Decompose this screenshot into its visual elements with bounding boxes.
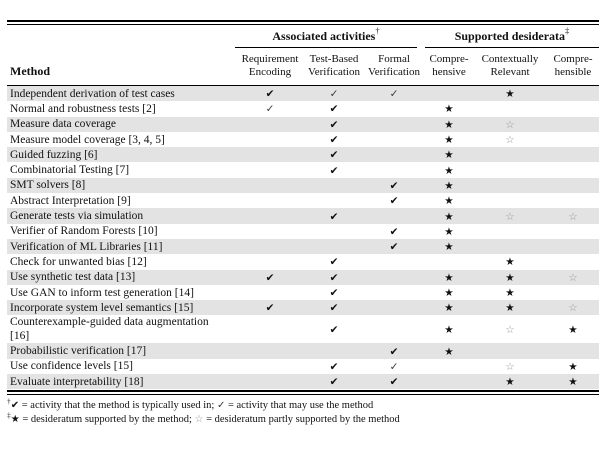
method-name: Use GAN to inform test generation [14] [10, 286, 194, 299]
formal-verification-cell [363, 178, 425, 193]
comprehensive-cell [425, 163, 473, 178]
method-name: Verifier of Random Forests [10] [10, 225, 158, 238]
column-header-test-based-verification [305, 53, 363, 79]
strong-check-icon: ✔ [389, 241, 399, 254]
table-row [7, 359, 599, 374]
test-based-verification-cell [305, 86, 363, 101]
strong-check-icon: ✔ [329, 118, 339, 131]
comprehensive-cell [425, 322, 473, 337]
strong-check-icon: ✔ [329, 376, 339, 389]
filled-star-icon: ★ [444, 271, 454, 284]
test-based-verification-cell [305, 359, 363, 374]
formal-verification-cell [363, 359, 425, 374]
footnote-symbol: † [7, 396, 11, 406]
contextually-relevant-cell [473, 270, 547, 285]
open-star-icon: ☆ [568, 302, 578, 315]
column-header-line: Formal [378, 53, 410, 65]
comprehensive-cell [425, 300, 473, 315]
open-star-icon: ☆ [505, 134, 515, 147]
column-header-line: Test-Based [309, 53, 359, 65]
strong-check-icon: ✔ [329, 271, 339, 284]
method-name: Probabilistic verification [17] [10, 345, 147, 358]
comprehensive-cell [425, 209, 473, 224]
contextually-relevant-cell [473, 209, 547, 224]
table-row [7, 315, 599, 343]
light-check-icon: ✓ [389, 88, 399, 101]
strong-check-icon: ✔ [389, 345, 399, 358]
footnote-text: = desideratum supported by the method; [19, 414, 195, 426]
method-name: Combinatorial Testing [7] [10, 164, 130, 177]
filled-star-icon: ★ [505, 302, 515, 315]
test-based-verification-cell [305, 163, 363, 178]
filled-star-icon: ★ [505, 376, 515, 389]
method-name: Measure data coverage [10, 118, 116, 131]
table-row [7, 86, 599, 101]
filled-star-icon: ★ [444, 225, 454, 238]
method-name: Abstract Interpretation [9] [10, 194, 131, 207]
comprehensive-cell [425, 270, 473, 285]
contextually-relevant-cell [473, 374, 547, 389]
comprehensive-cell [425, 239, 473, 254]
test-based-verification-cell [305, 322, 363, 337]
table-row [7, 239, 599, 254]
filled-star-icon: ★ [505, 271, 515, 284]
filled-star-icon: ★ [444, 323, 454, 336]
filled-star-icon: ★ [444, 241, 454, 254]
contextually-relevant-cell [473, 117, 547, 132]
table-row [7, 193, 599, 208]
method-name: Normal and robustness tests [2] [10, 102, 156, 115]
filled-star-icon: ★ [444, 149, 454, 162]
table-bottom-rule [7, 390, 599, 395]
formal-verification-cell [363, 239, 425, 254]
strong-check-icon: ✔ [265, 271, 275, 284]
filled-star-icon: ★ [444, 164, 454, 177]
methods-table [7, 20, 599, 427]
test-based-verification-cell [305, 254, 363, 269]
contextually-relevant-cell [473, 322, 547, 337]
comprehensive-cell [425, 101, 473, 116]
table-row [7, 132, 599, 147]
column-header-line: hensive [432, 66, 466, 78]
formal-verification-cell [363, 344, 425, 359]
comprehensible-cell [547, 374, 599, 389]
light-check-icon: ✓ [329, 88, 339, 101]
requirement-encoding-cell [235, 300, 305, 315]
column-header-line: Compre- [553, 53, 593, 65]
open-star-icon: ☆ [505, 210, 515, 223]
contextually-relevant-cell [473, 359, 547, 374]
table-row [7, 147, 599, 162]
contextually-relevant-cell [473, 300, 547, 315]
method-name: Verification of ML Libraries [11] [10, 240, 163, 253]
group-header-row [7, 26, 599, 48]
double-dagger-marker: ‡ [565, 25, 570, 36]
table-row [7, 224, 599, 239]
comprehensive-cell [425, 193, 473, 208]
test-based-verification-cell [305, 285, 363, 300]
comprehensive-cell [425, 178, 473, 193]
footnote-symbol: ✔ [10, 400, 20, 412]
group-header-supported-desiderata [425, 27, 599, 48]
table-row [7, 254, 599, 269]
open-star-icon: ☆ [505, 323, 515, 336]
column-header-line: Requirement [241, 53, 299, 65]
table-row [7, 270, 599, 285]
column-header-line: Verification [308, 66, 360, 78]
table-row [7, 343, 599, 358]
comprehensive-cell [425, 285, 473, 300]
table-row [7, 101, 599, 116]
strong-check-icon: ✔ [329, 164, 339, 177]
comprehensible-cell [547, 359, 599, 374]
dagger-marker: † [375, 25, 380, 36]
table-row [7, 374, 599, 389]
filled-star-icon: ★ [444, 302, 454, 315]
method-name: Check for unwanted bias [12] [10, 255, 147, 268]
open-star-icon: ☆ [568, 210, 578, 223]
strong-check-icon: ✔ [329, 103, 339, 116]
column-header-contextually-relevant [473, 53, 547, 79]
footnote-symbol: ☆ [194, 414, 204, 426]
column-header-line: Verification [368, 66, 420, 78]
strong-check-icon: ✔ [265, 302, 275, 315]
light-check-icon: ✓ [265, 103, 275, 116]
contextually-relevant-cell [473, 254, 547, 269]
column-header-line: Relevant [490, 66, 530, 78]
method-name: Measure model coverage [3, 4, 5] [10, 133, 165, 146]
method-name: Evaluate interpretability [18] [10, 375, 144, 388]
footnotes [7, 396, 599, 427]
requirement-encoding-cell [235, 101, 305, 116]
column-header-formal-verification [363, 53, 425, 79]
method-name: Counterexample-guided data augmentation [16] [10, 316, 209, 343]
comprehensive-cell [425, 224, 473, 239]
column-header-comprehensible [547, 53, 599, 79]
table-row [7, 178, 599, 193]
comprehensible-cell [547, 300, 599, 315]
column-header-line: hensible [554, 66, 592, 78]
open-star-icon: ☆ [505, 118, 515, 131]
strong-check-icon: ✔ [389, 195, 399, 208]
method-name: Generate tests via simulation [10, 210, 144, 223]
strong-check-icon: ✔ [329, 302, 339, 315]
filled-star-icon: ★ [568, 323, 578, 336]
table-row [7, 285, 599, 300]
method-name: Guided fuzzing [6] [10, 148, 98, 161]
comprehensive-cell [425, 147, 473, 162]
method-name: Use synthetic test data [13] [10, 271, 136, 284]
comprehensive-cell [425, 344, 473, 359]
test-based-verification-cell [305, 147, 363, 162]
test-based-verification-cell [305, 101, 363, 116]
group-label: Supported desiderata [454, 29, 566, 43]
contextually-relevant-cell [473, 132, 547, 147]
column-header-row [7, 48, 599, 85]
strong-check-icon: ✔ [329, 323, 339, 336]
strong-check-icon: ✔ [329, 210, 339, 223]
test-based-verification-cell [305, 374, 363, 389]
strong-check-icon: ✔ [265, 88, 275, 101]
test-based-verification-cell [305, 300, 363, 315]
column-header-line: Contextually [481, 53, 539, 65]
table-body [7, 86, 599, 389]
filled-star-icon: ★ [444, 345, 454, 358]
comprehensible-cell [547, 270, 599, 285]
strong-check-icon: ✔ [329, 256, 339, 269]
filled-star-icon: ★ [505, 88, 515, 101]
strong-check-icon: ✔ [389, 376, 399, 389]
column-header-comprehensive [425, 53, 473, 79]
footnote-symbol: ‡ [7, 410, 11, 420]
footnote-text: = activity that may use the method [225, 400, 374, 412]
comprehensive-cell [425, 132, 473, 147]
column-header-line: Compre- [429, 53, 469, 65]
filled-star-icon: ★ [568, 360, 578, 373]
strong-check-icon: ✔ [389, 179, 399, 192]
strong-check-icon: ✔ [329, 134, 339, 147]
open-star-icon: ☆ [568, 271, 578, 284]
method-name: Use confidence levels [15] [10, 360, 133, 373]
footnote-text: = desideratum partly supported by the method [203, 414, 400, 426]
light-check-icon: ✓ [389, 360, 399, 373]
group-header-associated-activities [235, 27, 417, 48]
table-row [7, 300, 599, 315]
method-name: SMT solvers [8] [10, 179, 86, 192]
test-based-verification-cell [305, 132, 363, 147]
test-based-verification-cell [305, 117, 363, 132]
footnote [7, 396, 599, 413]
formal-verification-cell [363, 86, 425, 101]
filled-star-icon: ★ [444, 103, 454, 116]
filled-star-icon: ★ [444, 195, 454, 208]
strong-check-icon: ✔ [329, 149, 339, 162]
requirement-encoding-cell [235, 270, 305, 285]
footnote [7, 410, 599, 427]
strong-check-icon: ✔ [389, 225, 399, 238]
filled-star-icon: ★ [568, 376, 578, 389]
contextually-relevant-cell [473, 285, 547, 300]
test-based-verification-cell [305, 270, 363, 285]
filled-star-icon: ★ [444, 118, 454, 131]
test-based-verification-cell [305, 209, 363, 224]
table-row [7, 208, 599, 223]
method-name: Incorporate system level semantics [15] [10, 301, 194, 314]
footnote-symbol: ✓ [216, 400, 226, 412]
column-header-requirement-encoding [235, 53, 305, 79]
comprehensive-cell [425, 117, 473, 132]
filled-star-icon: ★ [444, 134, 454, 147]
filled-star-icon: ★ [505, 287, 515, 299]
contextually-relevant-cell [473, 86, 547, 101]
method-column-header: Method [10, 64, 50, 78]
filled-star-icon: ★ [444, 210, 454, 223]
table-row [7, 162, 599, 177]
table-top-rule [7, 20, 599, 25]
footnote-text: = activity that the method is typically used in; [19, 400, 217, 412]
requirement-encoding-cell [235, 86, 305, 101]
formal-verification-cell [363, 374, 425, 389]
open-star-icon: ☆ [505, 360, 515, 373]
filled-star-icon: ★ [444, 287, 454, 299]
method-name: Independent derivation of test cases [10, 87, 175, 100]
footnote-symbol: ★ [10, 414, 20, 426]
strong-check-icon: ✔ [329, 287, 339, 299]
formal-verification-cell [363, 193, 425, 208]
comprehensible-cell [547, 322, 599, 337]
strong-check-icon: ✔ [329, 360, 339, 373]
group-label: Associated activities [272, 29, 376, 43]
filled-star-icon: ★ [505, 256, 515, 269]
table-row [7, 117, 599, 132]
column-header-line: Encoding [248, 66, 292, 78]
comprehensible-cell [547, 209, 599, 224]
filled-star-icon: ★ [444, 179, 454, 192]
formal-verification-cell [363, 224, 425, 239]
